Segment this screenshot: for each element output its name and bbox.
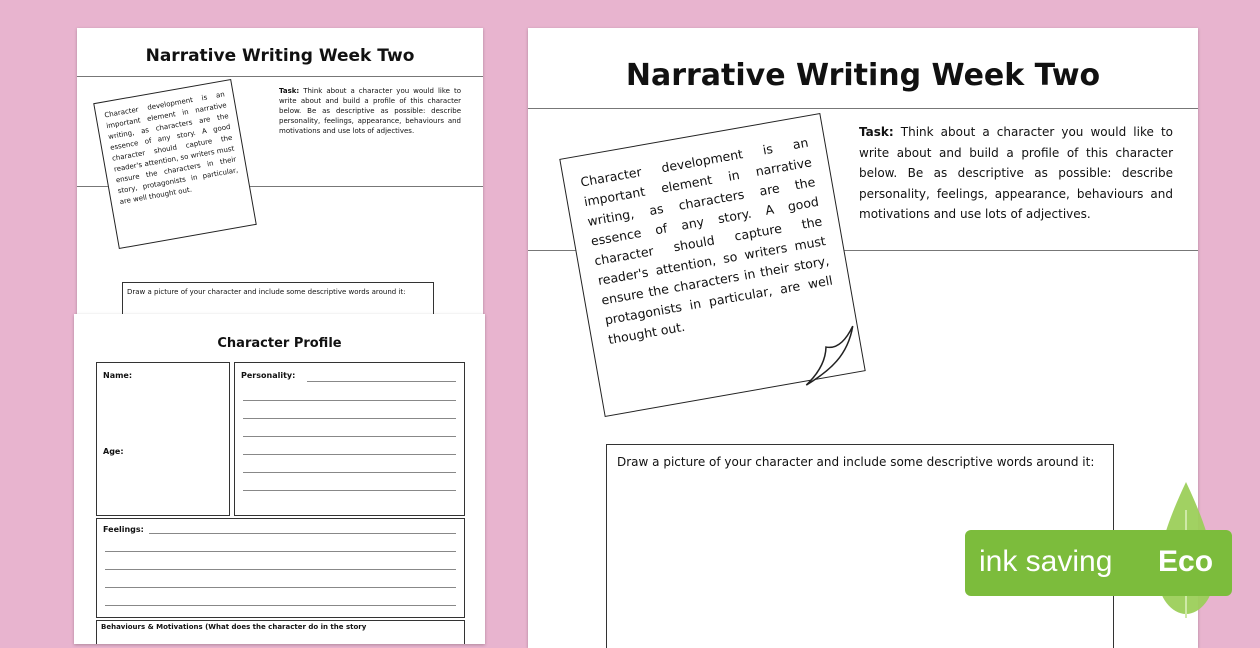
main-sheet-task — [859, 122, 1173, 225]
personality-line-1 — [307, 381, 456, 382]
profile-title: Character Profile — [217, 336, 342, 351]
eco-text: Eco — [1158, 545, 1214, 578]
feelings-line-5 — [105, 605, 456, 606]
back-sheet-draw-prompt: Draw a picture of your character and include some descriptive words around it: — [127, 288, 406, 296]
feelings-line-4 — [105, 587, 456, 588]
ink-saving-badge — [965, 530, 1232, 596]
ink-saving-text: ink saving — [979, 545, 1113, 578]
personality-label: Personality: — [241, 371, 296, 380]
profile-worksheet — [74, 314, 485, 644]
personality-line-2 — [243, 400, 456, 401]
name-age-box — [96, 362, 230, 516]
main-sheet-rule-top — [528, 108, 1198, 109]
main-sheet-task-text: Think about a character you would like to write about and build a profile of this character below. Be as descriptive as possible: describe personality, feelings, appearance, behaviours and motivations and use lots of adjectives. — [859, 125, 1173, 221]
page-curl-icon — [793, 322, 872, 393]
personality-line-3 — [243, 418, 456, 419]
back-sheet-rule-top — [77, 76, 483, 77]
back-sheet-sticky-note — [93, 79, 257, 249]
main-sheet-draw-prompt: Draw a picture of your character and include some descriptive words around it: — [617, 455, 1095, 469]
behaviours-label: Behaviours & Motivations (What does the character do in the story — [101, 623, 367, 631]
feelings-label: Feelings: — [103, 525, 144, 534]
feelings-box — [96, 518, 465, 618]
personality-box — [234, 362, 465, 516]
back-sheet-task-text: Think about a character you would like to write about and build a profile of this character below. Be as descriptive as possible: describe personality, feelings, appearance, behaviours and motivations and use lots of adjectives. — [279, 87, 461, 135]
age-label: Age: — [103, 447, 124, 456]
personality-line-4 — [243, 436, 456, 437]
back-worksheet — [77, 28, 483, 328]
personality-line-7 — [243, 490, 456, 491]
name-label: Name: — [103, 371, 133, 380]
feelings-line-1 — [149, 533, 456, 534]
main-sheet-title: Narrative Writing Week Two — [625, 58, 1101, 93]
main-sheet-task-label: Task: — [859, 125, 894, 139]
personality-line-6 — [243, 472, 456, 473]
back-sheet-title: Narrative Writing Week Two — [145, 46, 415, 66]
behaviours-box — [96, 620, 465, 644]
feelings-line-2 — [105, 551, 456, 552]
main-sheet-note-text: Character development is an important element in narrative writing, as characters are the essence of any story. A good character should capture the reader's attention, so writers must ensure the characters in their story, protagonists in particular, are well thought out. — [579, 134, 834, 348]
back-sheet-note-text: Character development is an important element in narrative writing, as characters are the essence of any story. A good character should capture the reader's attention, so writers must ensure the characters in their story, protagonists in particular, are well thought out. — [103, 90, 239, 207]
back-sheet-task-label: Task: — [279, 87, 300, 95]
personality-line-5 — [243, 454, 456, 455]
feelings-line-3 — [105, 569, 456, 570]
back-sheet-task — [279, 86, 461, 136]
